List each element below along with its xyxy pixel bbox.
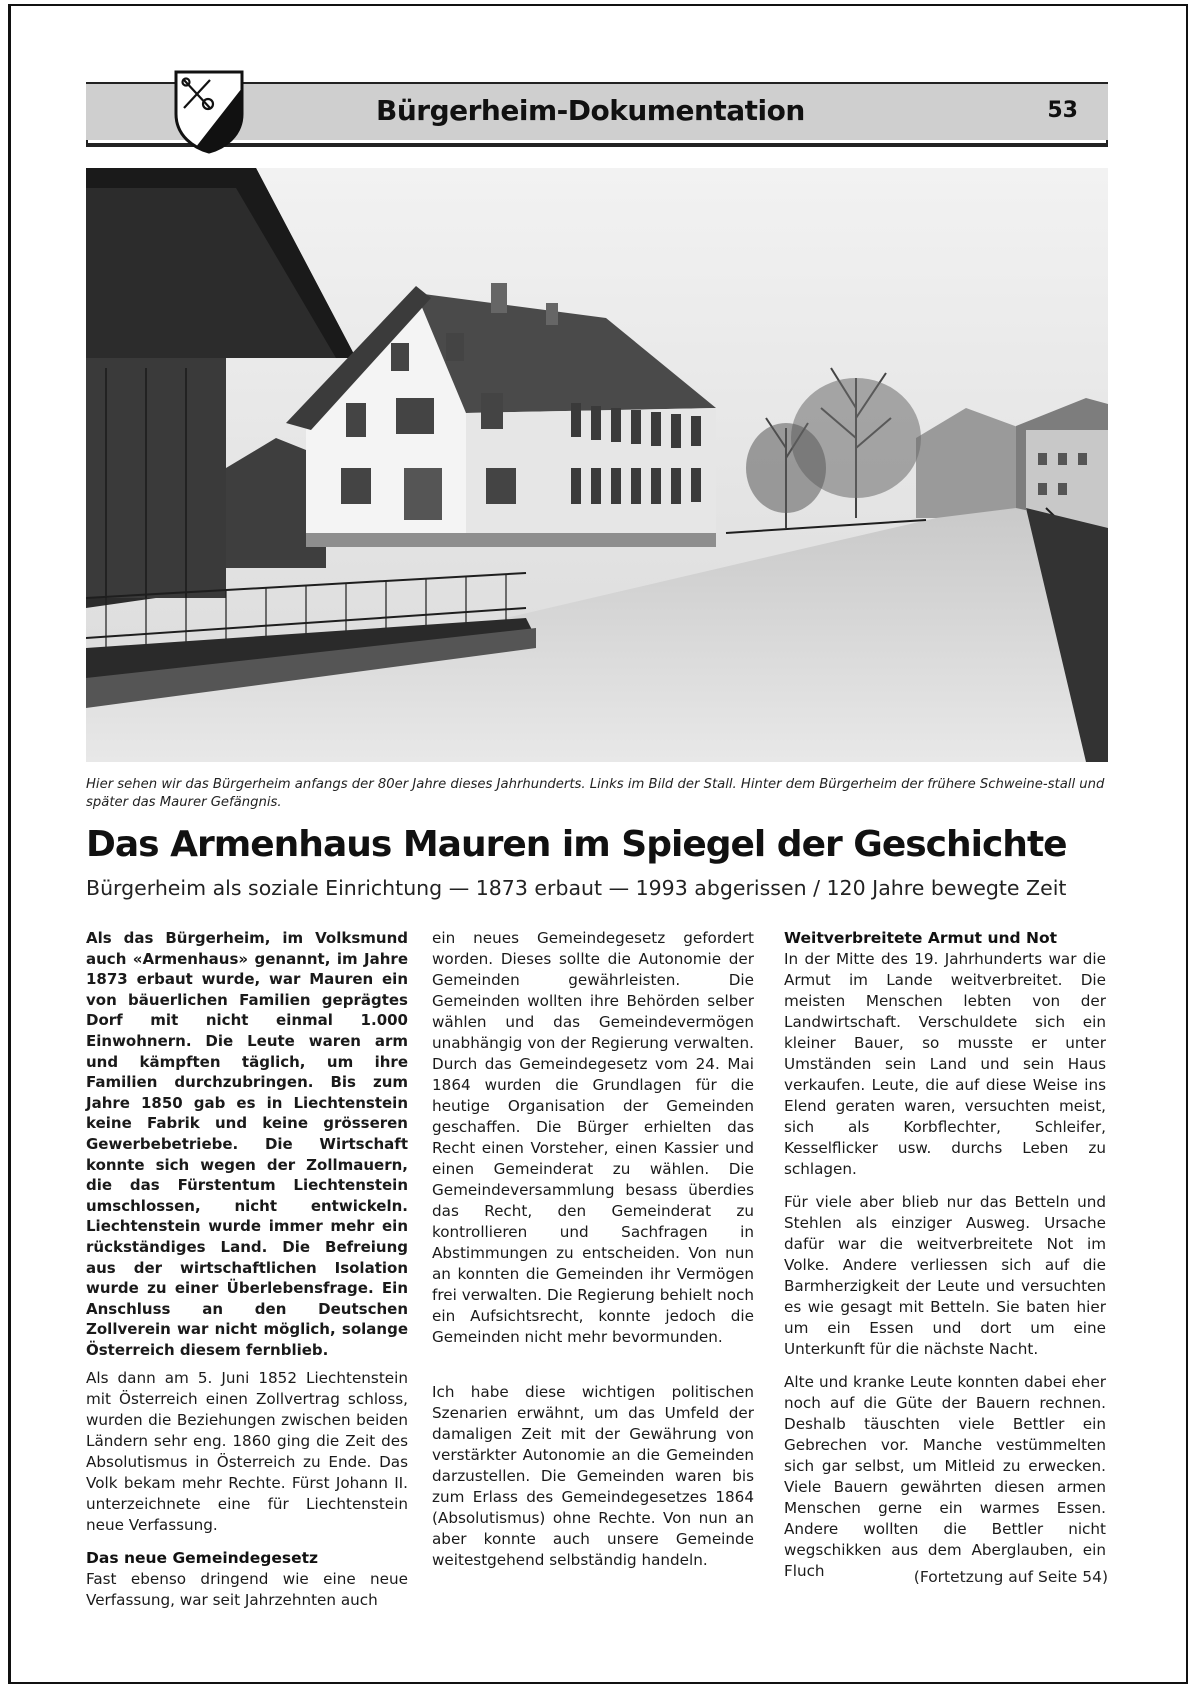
article-column-2: [432, 928, 754, 1571]
article-subheadline: Bürgerheim als soziale Einrichtung — 1873 erbaut — 1993 abgerissen / 120 Jahre bewegte Zeit: [86, 876, 1067, 900]
photo-caption: Hier sehen wir das Bürgerheim anfangs der 80er Jahre dieses Jahrhunderts. Links im Bild der Stall. Hinter dem Bürgerheim der frühere Schweine-stall und später das Maurer Gefängnis.: [86, 777, 1105, 810]
paragraph: Für viele aber blieb nur das Betteln und Stehlen als einziger Ausweg. Ursache dafür war die weitverbreitete Not im Volke. Andere verliessen sich auf die Barmherzigkeit der Leute und versuchten es wie gesagt mit Betteln. Sie baten hier um ein Essen und dort um eine Unterkunft für die nächste Nacht.: [784, 1193, 1106, 1358]
paragraph: Ich habe diese wichtigen politischen Szenarien erwähnt, um das Umfeld der damaligen Zeit mit der Gewährung von verstärkter Autonomie an die Gemeinden darzustellen. Die Gemeinden waren bis zum Erlass des Gemeindegesetzes 1864 (Absolutismus) ohne Rechte. Von nun an aber konnte auch unsere Gemeinde weitestgehend selbständig handeln.: [432, 1383, 754, 1569]
subheading: Weitverbreitete Armut und Not: [784, 929, 1058, 947]
buergerheim-photo: [86, 168, 1108, 762]
subheading: Das neue Gemeindegesetz: [86, 1549, 319, 1568]
page-number: 53: [1047, 98, 1078, 123]
article-column-1: [86, 928, 408, 1611]
article-column-3: [784, 928, 1106, 1582]
lead-paragraph: Als das Bürgerheim, im Volksmund auch «Armenhaus» genannt, im Jahre 1873 erbaut wurde, war Mauren ein von bäuerlichen Familien geprägtes Dorf mit nicht einmal 1.000 Einwohnern. Die Leute waren arm und kämpften täglich, um ihre Familien durchzubringen. Bis zum Jahre 1850 gab es in Liechtenstein keine Fabrik und keine grösseren Gewerbebetriebe. Die Wirtschaft konnte sich wegen der Zollmauern, die das Fürstentum Liechtenstein umschlossen, nicht entwickeln. Liechtenstein wurde immer mehr ein rückständiges Land. Die Befreiung aus der wirtschaftlichen Isolation wurde zu einer Überlebensfrage. Ein Anschluss an den Deutschen Zollverein war nicht möglich, solange Österreich diesem fernblieb.: [86, 929, 408, 1359]
paragraph: In der Mitte des 19. Jahrhunderts war die Armut im Lande weitverbreitet. Die meisten Menschen lebten von der Landwirtschaft. Verschuldete sich ein kleiner Bauer, so musste er unter Umständen sein Land und sein Haus verkaufen. Leute, die auf diese Weise ins Elend geraten waren, versuchten meist, sich als Korbflechter, Schleifer, Kesselflicker usw. durchs Leben zu schlagen.: [784, 950, 1106, 1178]
header-title: Bürgerheim-Dokumentation: [376, 94, 805, 127]
continuation-note: (Fortetzung auf Seite 54): [913, 1568, 1108, 1586]
article-headline: Das Armenhaus Mauren im Spiegel der Geschichte: [86, 824, 1067, 865]
paragraph: ein neues Gemeindegesetz gefordert worden. Dieses sollte die Autonomie der Gemeinden gewährleisten. Die Gemeinden wollten ihre Behörden selber wählen und das Gemeindevermögen unabhängig von der Regierung verwalten. Durch das Gemeindegesetz vom 24. Mai 1864 wurden die Grundlagen für die heutige Organisation der Gemeinden geschaffen. Die Bürger erhielten das Recht einen Vorsteher, einen Kassier und einen Gemeinderat zu wählen. Die Gemeindeversammlung besass überdies das Recht, den Gemeinderat zu kontrollieren und Sachfragen in Abstimmungen zu entscheiden. Von nun an konnten die Gemeinden ihr Vermögen frei verwalten. Die Regierung behielt noch ein Aufsichtsrecht, konnte jedoch die Gemeinden nicht mehr bevormunden.: [432, 929, 754, 1346]
paragraph: Als dann am 5. Juni 1852 Liechtenstein mit Österreich einen Zollvertrag schloss, wurden die Beziehungen zwischen beiden Ländern sehr eng. 1860 ging die Zeit des Absolutismus in Österreich zu Ende. Das Volk bekam mehr Rechte. Fürst Johann II. unterzeichnete eine für Liechtenstein neue Verfassung.: [86, 1369, 408, 1535]
coat-of-arms-icon: [172, 68, 246, 154]
paragraph: Fast ebenso dringend wie eine neue Verfassung, war seit Jahrzehnten auch: [86, 1570, 408, 1610]
paragraph: Alte und kranke Leute konnten dabei eher noch auf die Güte der Bauern rechnen. Deshalb täuschten viele Bettler ein Gebrechen vor. Manche vestümmelten sich gar selbst, um Mitleid zu erwecken. Viele Bauern gewährten diesen armen Menschen gerne ein warmes Essen. Andere wollten die Bettler nicht wegschikken aus dem Aberglauben, ein Fluch: [784, 1373, 1106, 1580]
